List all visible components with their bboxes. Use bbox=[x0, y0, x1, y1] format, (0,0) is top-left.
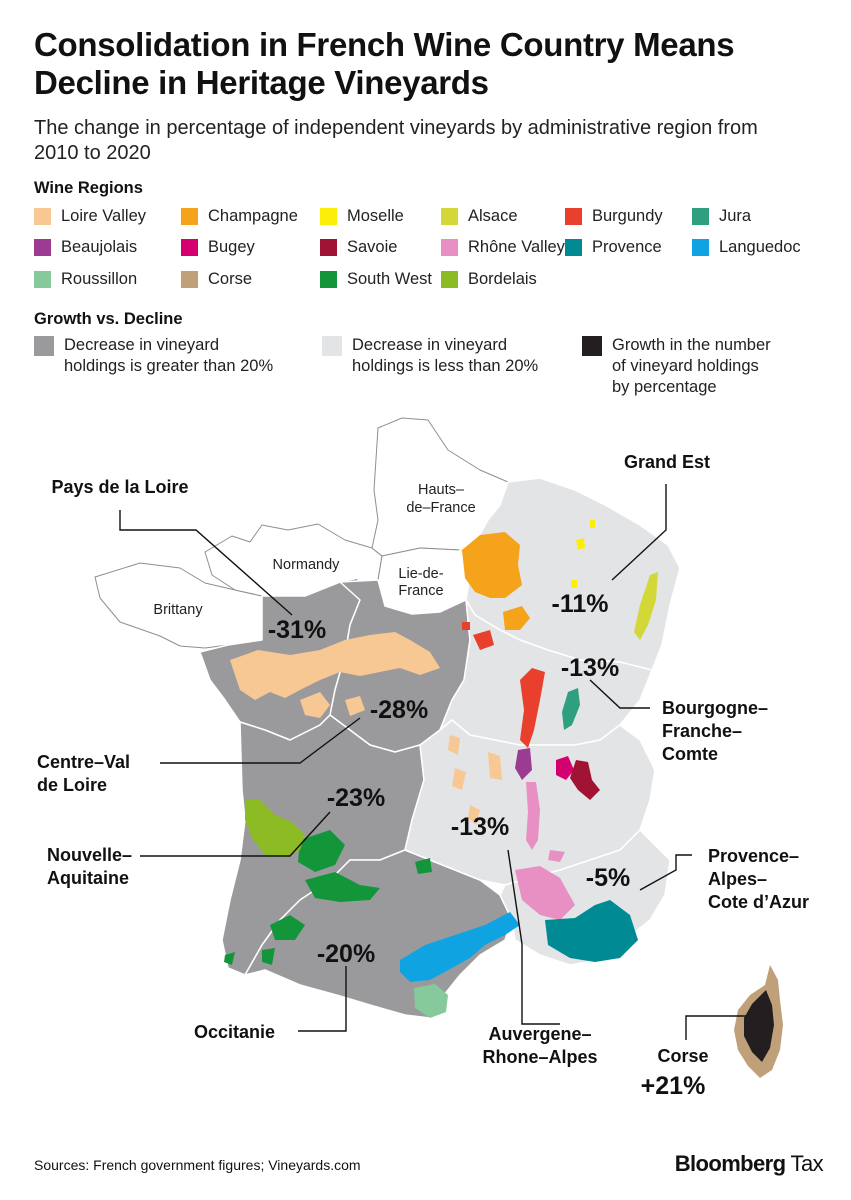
growth-decline-heading: Growth vs. Decline bbox=[34, 310, 183, 328]
legend-label: Roussillon bbox=[61, 269, 138, 288]
region-name-corse: Corse bbox=[657, 1046, 709, 1066]
label-hauts-de-france-1: Hauts– bbox=[418, 482, 464, 498]
region-name-centre-val-de-loire: Centre–Val de Loire bbox=[37, 752, 131, 795]
label-ile-de-france-1: Lie-de- bbox=[398, 566, 444, 582]
label-normandy: Normandy bbox=[272, 557, 340, 573]
region-name-occitanie: Occitanie bbox=[194, 1022, 276, 1042]
region-change-grand-est: -11% bbox=[551, 590, 609, 618]
growth-legend-label: Decrease in vineyard holdings is less than 20% bbox=[352, 336, 539, 375]
region-name-provence-alpes-cote-d-azur: Provence– Alpes– Cote d’Azur bbox=[708, 846, 809, 912]
sources-note: Sources: French government figures; Vineyards.com bbox=[34, 1157, 361, 1173]
legend-label: Savoie bbox=[347, 238, 398, 256]
label-ile-de-france-2: France bbox=[398, 583, 444, 599]
label-brittany: Brittany bbox=[153, 602, 203, 618]
legend-label: Alsace bbox=[468, 206, 518, 225]
legend-label: Languedoc bbox=[719, 238, 801, 256]
legend-label: South West bbox=[347, 269, 432, 288]
region-change-bourgogne-franche-comte: -13% bbox=[560, 654, 620, 682]
region-name-bourgogne-franche-comte: Bourgogne– Franche– Comte bbox=[662, 698, 768, 764]
region-name-auvergene-rhone-alpes: Auvergene– Rhone–Alpes bbox=[482, 1024, 598, 1067]
label-hauts-de-france-2: de–France bbox=[406, 500, 476, 516]
legend-label: Provence bbox=[592, 238, 662, 256]
region-change-occitanie: -20% bbox=[316, 940, 376, 968]
brand-suffix: Tax bbox=[785, 1151, 823, 1176]
growth-legend-label: Growth in the number of vineyard holdings by percentage bbox=[612, 336, 771, 396]
region-change-centre-val-de-loire: -28% bbox=[369, 696, 429, 724]
legend-label: Bordelais bbox=[468, 269, 537, 288]
legend-label: Corse bbox=[208, 269, 253, 288]
legend-label: Bugey bbox=[208, 238, 255, 256]
legend-label: Jura bbox=[719, 206, 752, 225]
brand-name: Bloomberg bbox=[674, 1151, 786, 1176]
region-change-provence-alpes-cote-d-azur: -5% bbox=[585, 864, 631, 892]
wine-regions-heading: Wine Regions bbox=[34, 179, 143, 197]
legend-label: Burgundy bbox=[592, 206, 663, 225]
bloomberg-tax-logo bbox=[675, 1151, 823, 1177]
legend-label: Champagne bbox=[208, 206, 298, 225]
region-change-corse: +21% bbox=[640, 1072, 706, 1100]
legend-label: Rhône Valley bbox=[468, 238, 565, 256]
legend-label: Loire Valley bbox=[61, 206, 146, 225]
region-change-nouvelle-aquitaine: -23% bbox=[326, 784, 386, 812]
chart-title: Consolidation in French Wine Country Means Decline in Heritage Vineyards bbox=[34, 26, 735, 101]
region-name-nouvelle-aquitaine: Nouvelle– Aquitaine bbox=[47, 845, 133, 888]
chart-subtitle: The change in percentage of independent vineyards by administrative region from 2010 to 2020 bbox=[34, 117, 758, 164]
legend-label: Moselle bbox=[347, 206, 404, 225]
region-name-grand-est: Grand Est bbox=[623, 452, 711, 472]
legend-label: Beaujolais bbox=[61, 238, 138, 256]
region-name-pays-de-la-loire: Pays de la Loire bbox=[51, 477, 189, 497]
growth-legend-label: Decrease in vineyard holdings is greater than 20% bbox=[64, 336, 274, 375]
region-change-auvergene-rhone-alpes: -13% bbox=[450, 813, 510, 841]
region-change-pays-de-la-loire: -31% bbox=[267, 616, 327, 644]
